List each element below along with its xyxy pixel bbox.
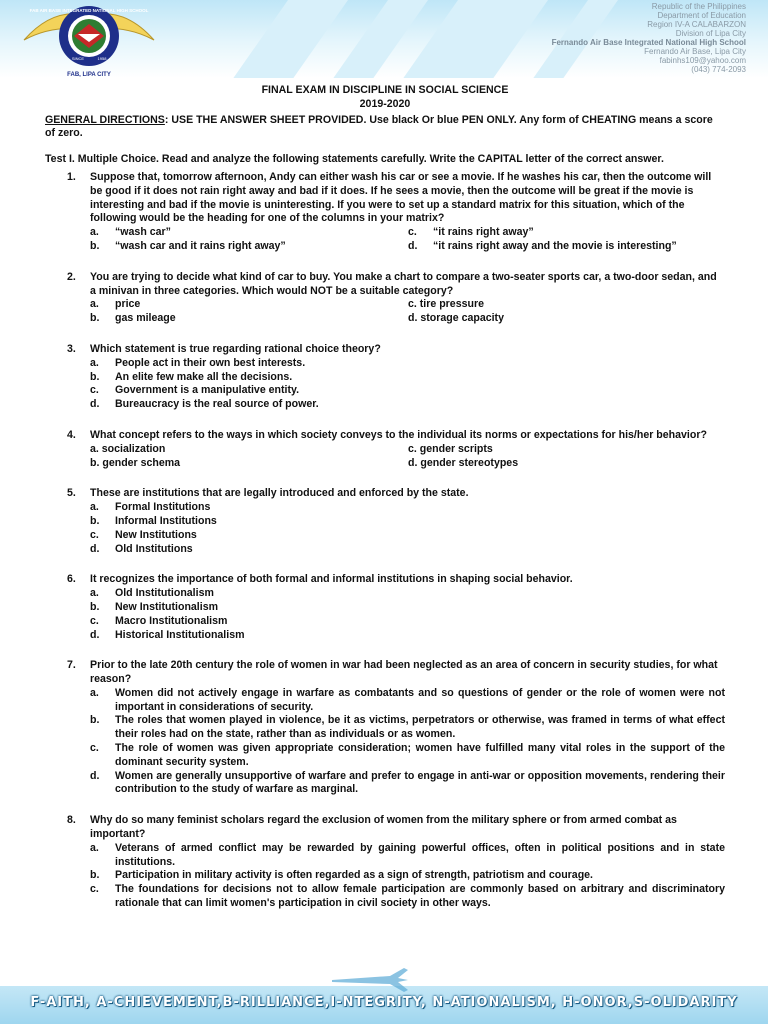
- option-text: d. gender stereotypes: [408, 456, 519, 469]
- option-list: [90, 587, 725, 642]
- school-info: [552, 2, 746, 74]
- option-text: New Institutionalism: [115, 600, 219, 613]
- option-text: Historical Institutionalism: [115, 628, 245, 641]
- option: [408, 457, 725, 471]
- option-grid: [90, 226, 725, 254]
- option: [90, 240, 408, 254]
- logo-year-text: 1958: [97, 56, 107, 61]
- option: [90, 883, 725, 911]
- option: [408, 226, 725, 240]
- option: [90, 226, 408, 240]
- info-line-phone: (043) 774-2093: [691, 65, 746, 74]
- question-2: [45, 271, 725, 326]
- option-letter: d.: [408, 239, 418, 252]
- option-letter: a.: [90, 356, 99, 369]
- option: [90, 298, 408, 312]
- option-text: gas mileage: [115, 312, 176, 325]
- exam-document: [45, 84, 725, 911]
- question-number: 2.: [67, 270, 76, 283]
- option-text: Informal Institutions: [115, 514, 217, 527]
- logo-place-text: FAB, LIPA CITY: [67, 72, 111, 78]
- option-text: Bureaucracy is the real source of power.: [115, 398, 319, 411]
- info-line: Fernando Air Base, Lipa City: [644, 47, 746, 56]
- option-text: “wash car and it rains right away”: [115, 239, 286, 252]
- option-text: The roles that women played in violence, be it as victims, perpetrators or otherwise, was framed in terms of what effect their roles had on the state, rather than as individuals or as women.: [115, 714, 725, 741]
- school-motto: F-AITH, A-CHIEVEMENT,B-RILLIANCE,I-NTEGRITY, N-ATIONALISM, H-ONOR,S-OLIDARITY: [30, 995, 738, 1010]
- option-text: People act in their own best interests.: [115, 356, 306, 369]
- question-text: These are institutions that are legally introduced and enforced by the state.: [90, 487, 469, 500]
- option-text: An elite few make all the decisions.: [115, 370, 293, 383]
- option-list: [90, 842, 725, 911]
- logo-ring-text: FAB AIR BASE INTEGRATED NATIONAL HIGH SCHOOL: [29, 8, 149, 13]
- question-8: [45, 814, 725, 911]
- option: [90, 587, 725, 601]
- question-number: 3.: [67, 342, 76, 355]
- question-text: It recognizes the importance of both formal and informal institutions in shaping social behavior.: [90, 573, 573, 586]
- option-list: [90, 357, 725, 412]
- option: [90, 869, 725, 883]
- general-directions: [45, 114, 725, 142]
- question-list: [45, 171, 725, 911]
- option-letter: b.: [90, 869, 100, 882]
- option-letter: c.: [90, 384, 99, 397]
- option: [90, 357, 725, 371]
- option: [90, 457, 408, 471]
- option-letter: a.: [90, 298, 99, 311]
- option-letter: b.: [90, 239, 100, 252]
- option-text: Macro Institutionalism: [115, 614, 228, 627]
- option-letter: d.: [90, 769, 100, 782]
- option-text: c. tire pressure: [408, 298, 484, 311]
- option-letter: a.: [90, 686, 99, 699]
- option-letter: a.: [90, 587, 99, 600]
- option: [90, 615, 725, 629]
- option: [90, 384, 725, 398]
- option-text: Women are generally unsupportive of warfare and prefer to engage in anti-war or opposition movements, rendering their contribution to the study of warfare as marginal.: [115, 769, 725, 796]
- option-text: Old Institutions: [115, 542, 193, 555]
- question-4: [45, 429, 725, 470]
- option: [408, 298, 725, 312]
- option: [90, 687, 725, 715]
- option-letter: c.: [90, 883, 99, 896]
- option-letter: b.: [90, 514, 100, 527]
- option: [90, 443, 408, 457]
- question-text: Why do so many feminist scholars regard the exclusion of women from the military sphere or from armed combat as important?: [90, 814, 677, 841]
- question-number: 4.: [67, 428, 76, 441]
- question-text: You are trying to decide what kind of car to buy. You make a chart to compare a two-seater sports car, a two-door sedan, and a minivan in three categories. Which would NOT be a suitable category?: [90, 270, 717, 297]
- option-text: price: [115, 298, 141, 311]
- option-letter: b.: [90, 312, 100, 325]
- question-number: 5.: [67, 487, 76, 500]
- question-number: 7.: [67, 659, 76, 672]
- option-letter: a.: [90, 501, 99, 514]
- option-letter: b.: [90, 600, 100, 613]
- option: [408, 443, 725, 457]
- option: [90, 398, 725, 412]
- option-letter: d.: [90, 542, 100, 555]
- option: [90, 770, 725, 798]
- school-logo: [14, 0, 164, 78]
- option-text: “it rains right away and the movie is interesting”: [433, 239, 677, 252]
- question-text: Which statement is true regarding rational choice theory?: [90, 342, 381, 355]
- option-text: b. gender schema: [90, 456, 181, 469]
- option: [408, 312, 725, 326]
- option-grid: [90, 443, 725, 471]
- option: [90, 629, 725, 643]
- question-6: [45, 573, 725, 642]
- option: [90, 742, 725, 770]
- option-text: The foundations for decisions not to allow female participation are commonly based on arbitrary and discriminatory rationale that can limit women's participation in civil society in other ways.: [115, 883, 725, 910]
- option: [90, 515, 725, 529]
- question-5: [45, 487, 725, 556]
- question-text: Suppose that, tomorrow afternoon, Andy can either wash his car or see a movie. If he washes his car, then the outcome will be good if it does not rain right away and bad if it does. If he sees a movie, then the outcome will be great if the movie is interesting and bad if the movie is uninteresting. If you were to set up a standard matrix for this situation, which of the following would be the heading for one of the columns in your matrix?: [90, 170, 712, 225]
- option: [90, 312, 408, 326]
- info-line-email: fabinhs109@yahoo.com: [659, 56, 746, 65]
- question-1: [45, 171, 725, 254]
- option: [90, 529, 725, 543]
- option-grid: [90, 298, 725, 326]
- test-heading: Test I. Multiple Choice. Read and analyze the following statements carefully. Write the CAPITAL letter of the correct answer.: [45, 153, 664, 166]
- option-letter: a.: [90, 841, 99, 854]
- option-letter: c.: [90, 742, 99, 755]
- question-3: [45, 343, 725, 412]
- exam-title: FINAL EXAM IN DISCIPLINE IN SOCIAL SCIENCE: [261, 84, 509, 96]
- option-text: d. storage capacity: [408, 312, 504, 325]
- airplane-icon: [330, 964, 410, 994]
- option: [408, 240, 725, 254]
- info-line: Division of Lipa City: [675, 29, 746, 38]
- directions-text: : USE THE ANSWER SHEET PROVIDED. Use black Or blue PEN ONLY. Any form of CHEATING means a score of zero.: [45, 113, 713, 140]
- option-text: Government is a manipulative entity.: [115, 384, 300, 397]
- question-number: 1.: [67, 170, 76, 183]
- option-text: “wash car”: [115, 226, 171, 239]
- option: [90, 543, 725, 557]
- option-text: “it rains right away”: [433, 226, 534, 239]
- question-number: 8.: [67, 814, 76, 827]
- option-list: [90, 687, 725, 797]
- directions-label: GENERAL DIRECTIONS: [45, 113, 165, 126]
- option-letter: c.: [90, 528, 99, 541]
- option-text: Formal Institutions: [115, 501, 211, 514]
- info-line: Department of Education: [657, 11, 746, 20]
- option-letter: c.: [90, 614, 99, 627]
- option-text: Old Institutionalism: [115, 587, 214, 600]
- option-letter: d.: [90, 398, 100, 411]
- option-list: [90, 501, 725, 556]
- option-text: The role of women was given appropriate consideration; women have fulfilled many vital roles in the support of the dominant security system.: [115, 742, 725, 768]
- question-text: What concept refers to the ways in which society conveys to the individual its norms or expectations for his/her behavior?: [90, 428, 707, 441]
- option-text: c. gender scripts: [408, 442, 493, 455]
- info-line: Republic of the Philippines: [651, 2, 746, 11]
- option-text: Participation in military activity is often regarded as a sign of strength, patriotism and courage.: [115, 869, 594, 882]
- info-line-school: Fernando Air Base Integrated National High School: [551, 38, 746, 47]
- option: [90, 714, 725, 742]
- option-letter: d.: [90, 628, 100, 641]
- option-letter: a.: [90, 226, 99, 239]
- option-letter: b.: [90, 370, 100, 383]
- option: [90, 371, 725, 385]
- option-letter: b.: [90, 714, 100, 727]
- logo-since-text: SINCE: [71, 56, 85, 61]
- option-text: a. socialization: [90, 442, 166, 455]
- option-text: Women did not actively engage in warfare as combatants and so questions of gender or the role of women were not important in considerations of security.: [115, 686, 725, 713]
- info-line: Region IV-A CALABARZON: [647, 20, 746, 29]
- option: [90, 601, 725, 615]
- option-text: New Institutions: [115, 528, 197, 541]
- option: [90, 842, 725, 870]
- option-letter: c.: [408, 226, 417, 239]
- question-7: [45, 659, 725, 797]
- question-number: 6.: [67, 573, 76, 586]
- exam-year: 2019-2020: [359, 97, 411, 110]
- option-text: Veterans of armed conflict may be rewarded by gaining powerful offices, often in political positions and in state institutions.: [115, 841, 725, 868]
- option: [90, 501, 725, 515]
- question-text: Prior to the late 20th century the role of women in war had been neglected as an area of concern in security studies, for what reason?: [90, 659, 718, 686]
